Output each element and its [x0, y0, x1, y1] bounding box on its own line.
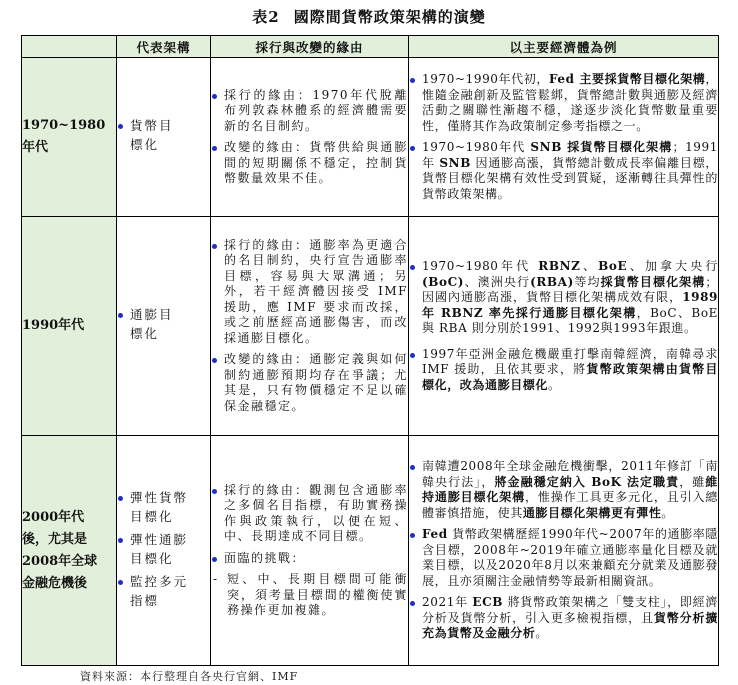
reason-item: 面臨的挑戰： — [211, 551, 408, 567]
body-text: 2021年 — [422, 595, 473, 610]
table-row — [22, 217, 719, 436]
example-item — [409, 259, 718, 337]
reason-item: 採行的緣由：觀測包含通膨率之多個名目指標，有助實務操作與政策執行，以便在短、中、長期達成不同目標。 — [211, 483, 408, 545]
reason-list — [211, 88, 408, 187]
framework-item: 貨幣目標化 — [117, 116, 174, 154]
emphasis-text: 將金融穩定納入 BoK 法定職責 — [494, 474, 680, 489]
body-text: 貨幣政架構歷經1990年代~2007年的通膨率隱含目標，2008年~2019年確立通膨率量化目標及就業目標，以及2020年8月以來兼顧充分就業及通膨發展，且亦須關注金融情勢等最新相關資訊。 — [422, 527, 718, 588]
body-text: 、加拿大央行 — [627, 259, 718, 273]
body-text: 因通膨高漲，貨幣總計數成長率偏離目標，貨幣目標化架構有效性受到質疑，逐漸轉往具彈性的貨幣政策架構。 — [422, 155, 718, 201]
body-text: ；因國內通膨高漲，貨幣目標化架構成效有限， — [422, 274, 718, 304]
emphasis-text: SNB — [439, 155, 471, 170]
framework-list — [117, 488, 210, 610]
example-item — [409, 140, 718, 202]
emphasis-text: Fed — [422, 527, 448, 542]
body-text: 。 — [548, 377, 561, 392]
example-item — [409, 595, 718, 642]
body-text: 。 — [661, 505, 675, 520]
example-item — [409, 527, 718, 589]
emphasis-text: 貨幣政策架構由貨幣目標化，改為通膨目標化 — [422, 362, 718, 392]
body-text: ，惟操作工具更多元化，且引入總體審慎措施，使其 — [422, 490, 718, 520]
example-item — [409, 72, 718, 134]
source-note: 資料來源：本行整理自各央行官網、IMF — [80, 670, 299, 683]
example-cell — [409, 436, 719, 666]
body-text: 。 — [535, 626, 549, 641]
framework-list — [117, 116, 210, 154]
reason-item: 改變的緣由：通膨定義與如何制約通膨預期均存在爭議；尤其是，只有物價穩定不足以確保金融穩定。 — [211, 352, 408, 414]
body-text: 南韓遭2008年全球金融危機衝擊，2011年修訂「南韓央行法」， — [422, 459, 718, 489]
body-text: 將貨幣政策架構之「雙支柱」，即經濟分析及貨幣分析，引入更多檢視指標，且 — [422, 595, 718, 625]
table-row — [22, 436, 719, 666]
framework-item: 通膨目標化 — [117, 305, 174, 343]
reason-cell — [211, 58, 409, 217]
framework-cell — [117, 217, 211, 436]
emphasis-text: ECB — [472, 595, 504, 610]
table-row — [22, 58, 719, 217]
emphasis-text: 通膨目標化架構更有彈性 — [522, 505, 662, 520]
reason-item: 採行的緣由：1970年代脫離布列敦森林體系的經濟體需要新的名目制約。 — [211, 88, 408, 135]
body-text: ，雖 — [679, 474, 706, 489]
header-framework: 代表架構 — [117, 36, 211, 58]
reason-cell — [211, 217, 409, 436]
table-title-text: 國際間貨幣政策架構的演變 — [293, 8, 486, 26]
body-text: 、澳洲央行 — [464, 274, 531, 289]
reason-list — [211, 483, 408, 619]
example-list — [409, 259, 718, 393]
header-row — [22, 36, 719, 58]
example-item — [409, 347, 718, 394]
body-text: 等均 — [573, 274, 601, 289]
example-list — [409, 459, 718, 642]
body-text: 1970~1980年代 — [422, 140, 531, 154]
period-cell — [22, 436, 117, 666]
body-text: ，BoC、BoE 與 RBA 則分別於1991、1992與1993年跟進。 — [422, 305, 718, 335]
period-cell — [22, 58, 117, 217]
reason-cell — [211, 436, 409, 666]
header-reasons: 採行與改變的緣由 — [211, 36, 409, 58]
header-period — [22, 36, 117, 58]
emphasis-text: 貨幣分析擴充為貨幣及金融分析 — [422, 610, 718, 641]
emphasis-text: 1989年 RBNZ 率先採行通膨目標化架構 — [422, 290, 718, 320]
framework-cell — [117, 436, 211, 666]
reason-list — [211, 238, 408, 415]
framework-list — [117, 305, 210, 343]
policy-framework-table — [21, 35, 719, 666]
emphasis-text: Fed 主要採貨幣目標化架構 — [548, 72, 706, 86]
emphasis-text: SNB 採貨幣目標化架構 — [530, 140, 673, 154]
reason-item: 改變的緣由：貨幣供給與通膨間的短期關係不穩定，控制貨幣數量效果不佳。 — [211, 140, 408, 187]
body-text: 、 — [580, 259, 599, 273]
framework-item: 監控多元指標 — [117, 572, 190, 610]
period-cell — [22, 217, 117, 436]
emphasis-text: (RBA) — [530, 274, 574, 289]
reason-subitem: - 短、中、長期目標間可能衝突，須考量目標間的權衡使實務操作更加複雜。 — [211, 572, 408, 619]
example-cell — [409, 217, 719, 436]
period-label: 2000年代後，尤其是2008年全球金融危機後 — [22, 509, 98, 591]
example-cell — [409, 58, 719, 217]
body-text: 1970~1980年代 — [422, 259, 539, 273]
example-list — [409, 72, 718, 202]
table-number: 表2 — [252, 8, 280, 26]
emphasis-text: BoE — [598, 259, 628, 273]
period-label: 1990年代 — [22, 318, 85, 333]
body-text: 1970~1990年代初， — [422, 72, 549, 86]
header-examples: 以主要經濟體為例 — [409, 36, 719, 58]
body-text: ，惟隨金融創新及監管鬆綁，貨幣總計數與通膨及經濟活動之關聯性漸趨不穩，遂逐步淡化貨幣數量重要性，僅將其作為政策制定參考指標之一。 — [422, 72, 719, 133]
framework-cell — [117, 58, 211, 217]
period-label: 1970~1980年代 — [22, 118, 106, 155]
emphasis-text: (BoC) — [422, 274, 465, 289]
framework-item: 彈性通膨目標化 — [117, 530, 190, 568]
table-title — [0, 6, 738, 27]
example-item — [409, 459, 718, 521]
emphasis-text: 採貨幣目標化架構 — [600, 274, 706, 289]
body-text: ；1991年 — [422, 140, 719, 170]
emphasis-text: RBNZ — [538, 259, 581, 273]
body-text: 1997年亞洲金融危機嚴重打擊南韓經濟，南韓尋求 IMF 援助，且依其要求，將 — [422, 346, 718, 376]
emphasis-text: 維持通膨目標化架構 — [422, 474, 718, 505]
reason-item: 採行的緣由：通膨率為更適合的名目制約，央行宣告通膨率目標，容易與大眾溝通；另外，若干經濟體因接受 IMF 援助，應 IMF 要求而改採，或之前歷經高通膨傷害，而改採通膨目標化。 — [211, 238, 408, 347]
framework-item: 彈性貨幣目標化 — [117, 488, 190, 526]
